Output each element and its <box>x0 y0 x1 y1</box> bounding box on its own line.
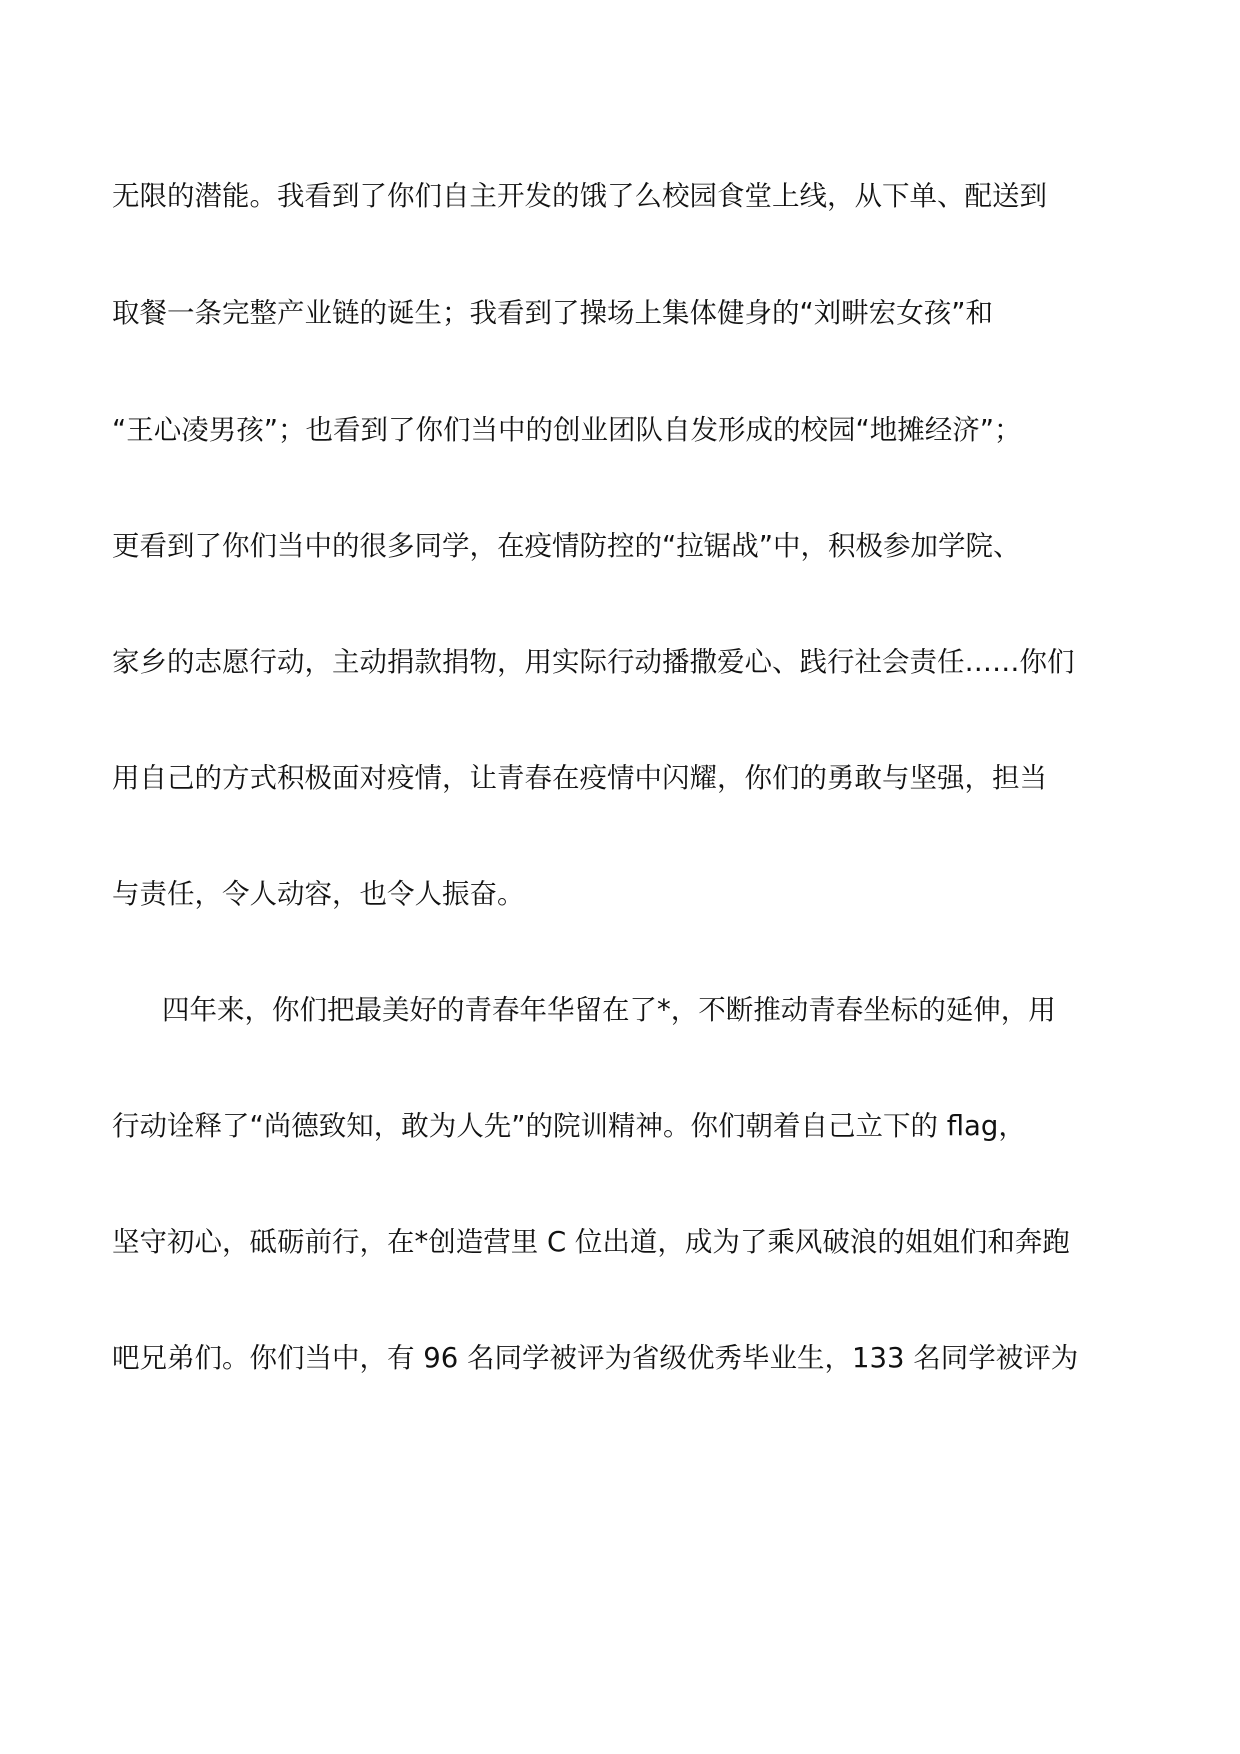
text-line: 吧兄弟们。你们当中，有 96 名同学被评为省级优秀毕业生，133 名同学被评为 <box>112 1342 1079 1374</box>
text-line: 与责任，令人动容，也令人振奋。 <box>112 878 525 910</box>
text-line: 家乡的志愿行动，主动捐款捐物，用实际行动播撒爱心、践行社会责任……你们 <box>112 646 1075 678</box>
text-line: “王心凌男孩”；也看到了你们当中的创业团队自发形成的校园“地摊经济”； <box>112 414 1022 446</box>
text-line: 行动诠释了“尚德致知，敢为人先”的院训精神。你们朝着自己立下的 flag， <box>112 1110 1026 1142</box>
text-line: 更看到了你们当中的很多同学，在疫情防控的“拉锯战”中，积极参加学院、 <box>112 530 1021 562</box>
text-line: 坚守初心，砥砺前行，在*创造营里 C 位出道，成为了乘风破浪的姐姐们和奔跑 <box>112 1226 1070 1258</box>
text-line: 取餐一条完整产业链的诞生；我看到了操场上集体健身的“刘畊宏女孩”和 <box>112 297 993 329</box>
text-line: 无限的潜能。我看到了你们自主开发的饿了么校园食堂上线，从下单、配送到 <box>112 180 1047 212</box>
paragraph-first-line: 四年来，你们把最美好的青春年华留在了*，不断推动青春坐标的延伸，用 <box>162 994 1056 1026</box>
text-line: 用自己的方式积极面对疫情，让青春在疫情中闪耀，你们的勇敢与坚强，担当 <box>112 762 1047 794</box>
